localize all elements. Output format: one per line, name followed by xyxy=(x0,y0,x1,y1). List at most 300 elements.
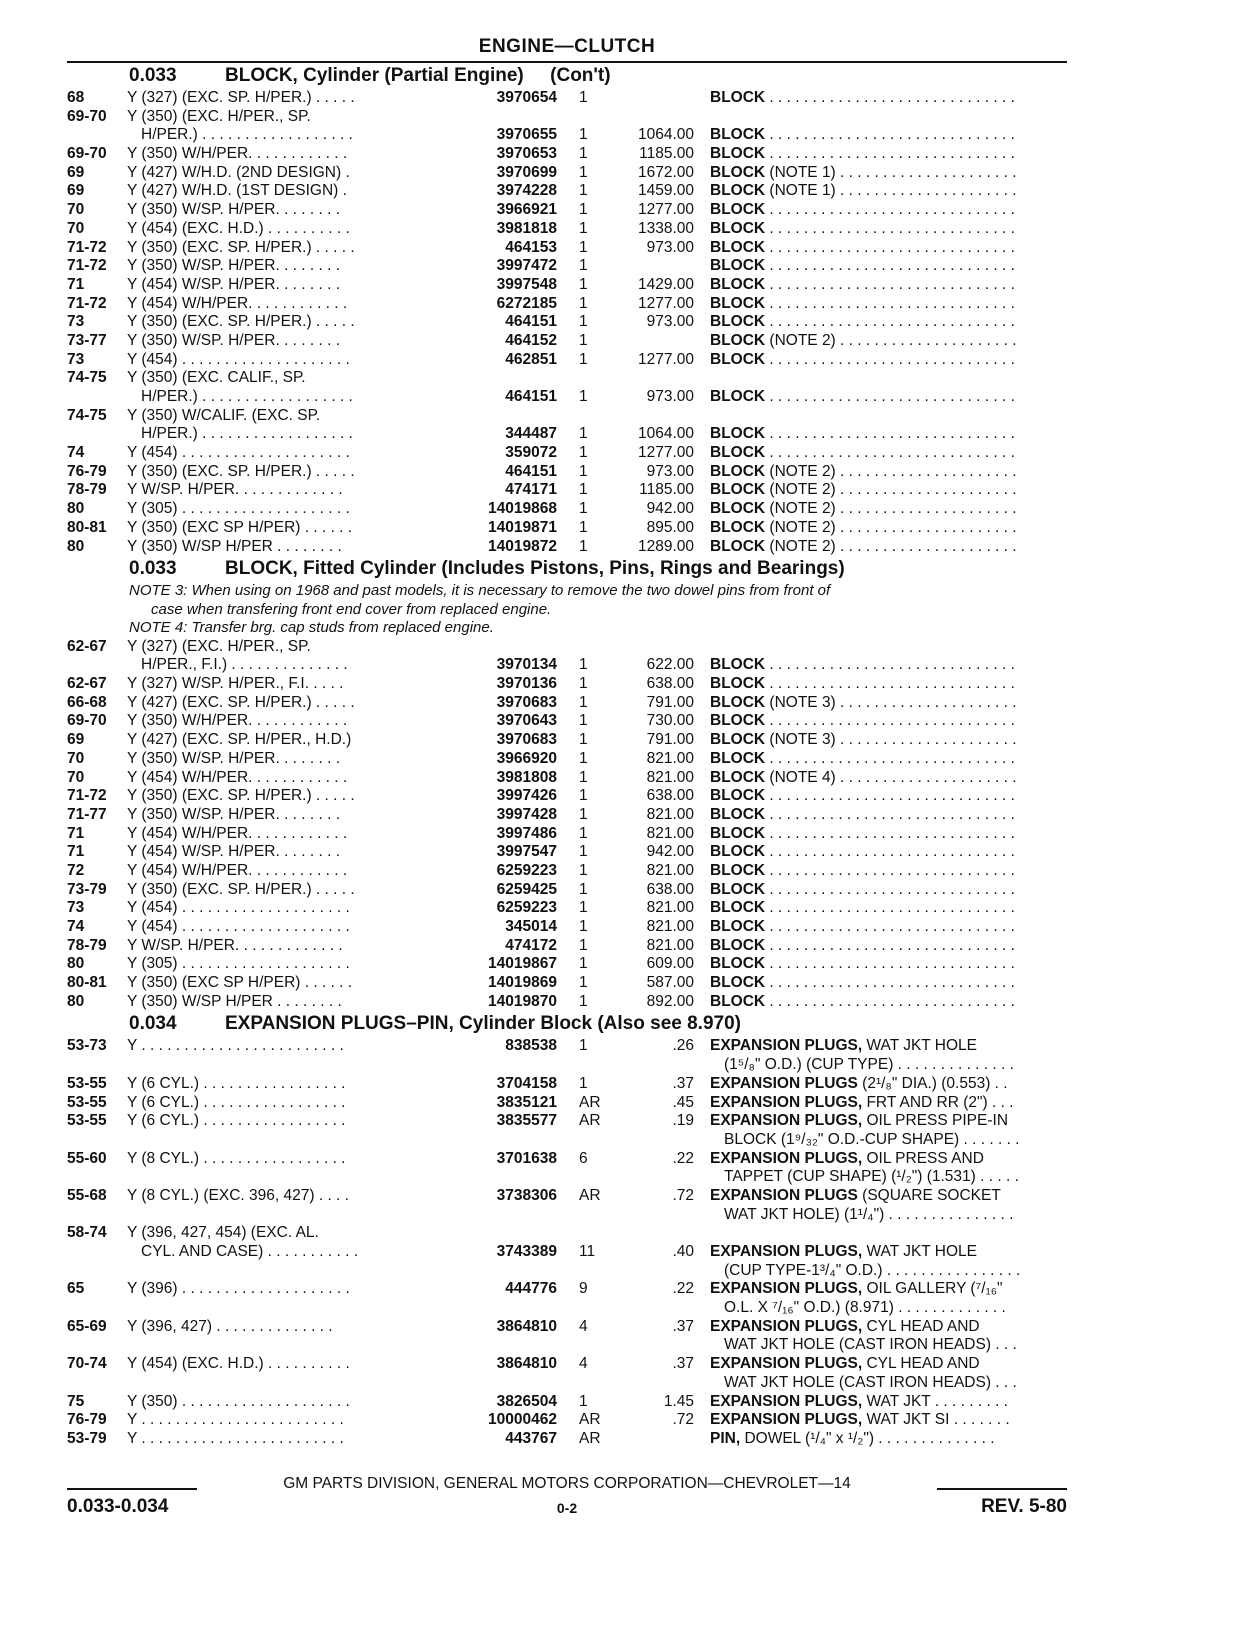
quantity: 1 xyxy=(579,936,588,954)
description xyxy=(710,1056,1082,1075)
price: .26 xyxy=(672,1037,694,1055)
application: Y (454) . . . . . . . . . . . . . . . . . . . . xyxy=(127,444,350,462)
description xyxy=(710,1206,1082,1225)
application: Y (350) W/SP. H/PER. . . . . . . . xyxy=(127,805,341,823)
parts-row xyxy=(67,1411,1067,1430)
description-name: EXPANSION PLUGS, xyxy=(710,1411,863,1429)
description xyxy=(710,656,1068,675)
price: 1064.00 xyxy=(637,126,694,144)
price: 973.00 xyxy=(646,462,694,480)
price: 973.00 xyxy=(646,238,694,256)
application: Y . . . . . . . . . . . . . . . . . . . . . . . . xyxy=(127,1037,344,1055)
parts-row xyxy=(67,332,1067,351)
description-text: (NOTE 4) . . . . . . . . . . . . . . . . . . . . . xyxy=(765,768,1017,786)
part-number: 3997486 xyxy=(496,824,557,842)
parts-row xyxy=(67,1430,1067,1449)
description xyxy=(710,538,1068,557)
parts-row xyxy=(67,899,1067,918)
description-text: WAT JKT HOLE) (1¹/₄") . . . . . . . . . . . . . . . xyxy=(724,1205,1014,1223)
description-text: (NOTE 3) . . . . . . . . . . . . . . . . . . . . . xyxy=(765,731,1017,749)
description-name: BLOCK xyxy=(710,656,766,674)
description-name: EXPANSION PLUGS, xyxy=(710,1317,863,1335)
model-years: 69-70 xyxy=(67,145,107,163)
price: 821.00 xyxy=(646,861,694,879)
application: Y (350) W/H/PER. . . . . . . . . . . . xyxy=(127,145,348,163)
application: H/PER., F.I.) . . . . . . . . . . . . . . xyxy=(141,656,348,674)
parts-row xyxy=(67,164,1067,183)
part-number: 3864810 xyxy=(496,1317,557,1335)
model-years: 66-68 xyxy=(67,693,107,711)
description xyxy=(710,712,1068,731)
price: 942.00 xyxy=(646,843,694,861)
description-text: (CUP TYPE-1³/₄" O.D.) . . . . . . . . . . . . . . . . xyxy=(724,1261,1021,1279)
parts-row xyxy=(67,351,1067,370)
description-text: WAT JKT HOLE xyxy=(862,1037,977,1055)
price: 821.00 xyxy=(646,899,694,917)
application: Y (350) (EXC. SP. H/PER.) . . . . . xyxy=(127,238,355,256)
description xyxy=(710,1374,1082,1393)
description xyxy=(710,1411,1068,1430)
price: .19 xyxy=(672,1112,694,1130)
description-name: PIN, xyxy=(710,1429,741,1447)
application: Y (350) (EXC. H/PER., SP. xyxy=(127,107,311,125)
parts-row xyxy=(67,1393,1067,1412)
parts-row xyxy=(67,731,1067,750)
price: 1277.00 xyxy=(637,444,694,462)
part-number: 3970683 xyxy=(496,731,557,749)
description-text: . . . . . . . . . . . . . . . . . . . . . . . . . . . . . xyxy=(765,936,1015,954)
application: Y (305) . . . . . . . . . . . . . . . . . . . . xyxy=(127,500,350,518)
description xyxy=(710,843,1068,862)
part-number: 3981808 xyxy=(496,768,557,786)
part-number: 3826504 xyxy=(496,1392,557,1410)
quantity: 4 xyxy=(579,1355,588,1373)
description xyxy=(710,1187,1068,1206)
description xyxy=(710,862,1068,881)
quantity: 1 xyxy=(579,201,588,219)
description xyxy=(710,126,1068,145)
part-number: 3835577 xyxy=(496,1112,557,1130)
description-text: (NOTE 1) . . . . . . . . . . . . . . . . . . . . . xyxy=(765,182,1017,200)
description-name: BLOCK xyxy=(710,537,766,555)
model-years: 74 xyxy=(67,444,85,462)
description xyxy=(710,332,1068,351)
quantity: 1 xyxy=(579,749,588,767)
note-line: NOTE 4: Transfer brg. cap studs from replaced engine. xyxy=(129,619,494,637)
quantity: 1 xyxy=(579,145,588,163)
description-name: BLOCK xyxy=(710,238,766,256)
quantity: 1 xyxy=(579,444,588,462)
description xyxy=(710,1393,1068,1412)
description-name: BLOCK xyxy=(710,145,766,163)
part-number: 6259223 xyxy=(496,861,557,879)
parts-row xyxy=(67,201,1067,220)
parts-row xyxy=(67,1224,1067,1243)
description xyxy=(710,675,1068,694)
model-years: 71-72 xyxy=(67,294,107,312)
description-text: . . . . . . . . . . . . . . . . . . . . . . . . . . . . . xyxy=(765,955,1015,973)
quantity: AR xyxy=(579,1112,601,1130)
price: 638.00 xyxy=(646,787,694,805)
model-years: 72 xyxy=(67,861,85,879)
description-text: . . . . . . . . . . . . . . . . . . . . . . . . . . . . . xyxy=(765,787,1015,805)
part-number: 3997472 xyxy=(496,257,557,275)
description-text: WAT JKT HOLE (CAST IRON HEADS) . . . xyxy=(724,1336,1017,1354)
description xyxy=(710,1150,1068,1169)
model-years: 71-72 xyxy=(67,787,107,805)
footer-corporation-text: GM PARTS DIVISION, GENERAL MOTORS CORPORATION—CHEVROLET—14 xyxy=(283,1475,851,1492)
model-years: 70 xyxy=(67,219,85,237)
price: .72 xyxy=(672,1411,694,1429)
section-title: BLOCK, Cylinder (Partial Engine) (Con't) xyxy=(225,65,611,86)
description xyxy=(710,295,1068,314)
parts-row xyxy=(67,1262,1067,1281)
model-years: 70 xyxy=(67,768,85,786)
description-text: . . . . . . . . . . . . . . . . . . . . . . . . . . . . . xyxy=(765,974,1015,992)
price: .22 xyxy=(672,1280,694,1298)
description-text: . . . . . . . . . . . . . . . . . . . . . . . . . . . . . xyxy=(765,219,1015,237)
description-name: BLOCK xyxy=(710,257,766,275)
part-number: 3864810 xyxy=(496,1355,557,1373)
model-years: 65 xyxy=(67,1280,85,1298)
quantity: 1 xyxy=(579,238,588,256)
description xyxy=(710,164,1068,183)
quantity: 1 xyxy=(579,126,588,144)
part-number: 3970134 xyxy=(496,656,557,674)
description xyxy=(710,750,1068,769)
description-text: . . . . . . . . . . . . . . . . . . . . . . . . . . . . . xyxy=(765,918,1015,935)
price: 821.00 xyxy=(646,768,694,786)
quantity: AR xyxy=(579,1411,601,1429)
section-heading xyxy=(67,1011,1067,1037)
description-text: . . . . . . . . . . . . . . . . . . . . . . . . . . . . . xyxy=(765,350,1015,368)
application: Y (350) W/SP. H/PER. . . . . . . . xyxy=(127,331,341,349)
parts-row xyxy=(67,239,1067,258)
part-number: 3970136 xyxy=(496,675,557,693)
parts-row xyxy=(67,276,1067,295)
parts-row xyxy=(67,1131,1067,1150)
description xyxy=(710,918,1068,937)
model-years: 78-79 xyxy=(67,481,107,499)
description xyxy=(710,694,1068,713)
application: Y (8 CYL.) . . . . . . . . . . . . . . . . . xyxy=(127,1149,346,1167)
description xyxy=(710,519,1068,538)
part-number: 3997428 xyxy=(496,805,557,823)
model-years: 69-70 xyxy=(67,712,107,730)
description xyxy=(710,1243,1068,1262)
parts-row xyxy=(67,1150,1067,1169)
description xyxy=(710,1131,1082,1150)
description-text: (NOTE 3) . . . . . . . . . . . . . . . . . . . . . xyxy=(765,693,1017,711)
description xyxy=(710,1075,1068,1094)
application: Y (396) . . . . . . . . . . . . . . . . . . . . xyxy=(127,1280,350,1298)
part-number: 14019871 xyxy=(488,518,557,536)
description xyxy=(710,388,1068,407)
parts-row xyxy=(67,145,1067,164)
description-name: BLOCK xyxy=(710,936,766,954)
parts-row xyxy=(67,1299,1067,1318)
model-years: 53-55 xyxy=(67,1112,107,1130)
description xyxy=(710,937,1068,956)
description-text: . . . . . . . . . . . . . . . . . . . . . . . . . . . . . xyxy=(765,388,1015,405)
application: Y (8 CYL.) (EXC. 396, 427) . . . . xyxy=(127,1186,349,1204)
model-years: 53-79 xyxy=(67,1429,107,1447)
price: 973.00 xyxy=(646,313,694,331)
description-text: . . . . . . . . . . . . . . . . . . . . . . . . . . . . . xyxy=(765,712,1015,730)
description-name: BLOCK xyxy=(710,518,766,536)
description xyxy=(710,257,1068,276)
model-years: 73 xyxy=(67,899,85,917)
description-text: (2¹/₈" DIA.) (0.553) . . xyxy=(857,1074,1008,1092)
part-number: 3997548 xyxy=(496,275,557,293)
description-name: EXPANSION PLUGS, xyxy=(710,1280,863,1298)
description-name: BLOCK xyxy=(710,787,766,805)
description-text: . . . . . . . . . . . . . . . . . . . . . . . . . . . . . xyxy=(765,89,1015,106)
model-years: 68 xyxy=(67,89,85,106)
parts-row xyxy=(67,806,1067,825)
application: Y (327) (EXC. H/PER., SP. xyxy=(127,637,311,655)
quantity: 1 xyxy=(579,163,588,181)
description xyxy=(710,481,1068,500)
description xyxy=(710,1094,1068,1113)
application: Y (427) W/H.D. (2ND DESIGN) . xyxy=(127,163,350,181)
description-name: BLOCK xyxy=(710,126,766,144)
part-number: 14019872 xyxy=(488,537,557,555)
part-number: 6272185 xyxy=(496,294,557,312)
description-text: (NOTE 2) . . . . . . . . . . . . . . . . . . . . . xyxy=(765,462,1017,480)
part-number: 3981818 xyxy=(496,219,557,237)
application: Y (350) (EXC. CALIF., SP. xyxy=(127,369,306,387)
quantity: 1 xyxy=(579,974,588,992)
description-name: BLOCK xyxy=(710,805,766,823)
parts-row xyxy=(67,1075,1067,1094)
price: 821.00 xyxy=(646,749,694,767)
parts-row xyxy=(67,108,1067,127)
model-years: 70-74 xyxy=(67,1355,107,1373)
description xyxy=(710,239,1068,258)
quantity: 1 xyxy=(579,481,588,499)
model-years: 73 xyxy=(67,350,85,368)
application: Y (6 CYL.) . . . . . . . . . . . . . . . . . xyxy=(127,1112,346,1130)
description-name: BLOCK xyxy=(710,425,766,443)
description-name: BLOCK xyxy=(710,675,766,693)
description-text: . . . . . . . . . . . . . . . . . . . . . . . . . . . . . xyxy=(765,656,1015,674)
description xyxy=(710,899,1068,918)
quantity: 9 xyxy=(579,1280,588,1298)
application: Y (427) (EXC. SP. H/PER., H.D.) xyxy=(127,731,352,749)
description xyxy=(710,89,1068,108)
part-number: 3966920 xyxy=(496,749,557,767)
parts-row xyxy=(67,993,1067,1012)
description-name: BLOCK xyxy=(710,331,766,349)
parts-row xyxy=(67,656,1067,675)
parts-row xyxy=(67,1056,1067,1075)
price: 1064.00 xyxy=(637,425,694,443)
description-text: . . . . . . . . . . . . . . . . . . . . . . . . . . . . . xyxy=(765,824,1015,842)
section-number: 0.034 xyxy=(129,1013,177,1035)
price: 622.00 xyxy=(646,656,694,674)
model-years: 80-81 xyxy=(67,518,107,536)
model-years: 73 xyxy=(67,313,85,331)
application: Y W/SP. H/PER. . . . . . . . . . . . . xyxy=(127,936,343,954)
page-footer xyxy=(67,1474,1067,1522)
parts-row xyxy=(67,1206,1067,1225)
description-text: . . . . . . . . . . . . . . . . . . . . . . . . . . . . . xyxy=(765,145,1015,163)
model-years: 65-69 xyxy=(67,1317,107,1335)
description-name: BLOCK xyxy=(710,712,766,730)
part-number: 838538 xyxy=(505,1037,557,1055)
note-line: case when transfering front end cover from replaced engine. xyxy=(151,600,552,618)
description-text: CYL HEAD AND xyxy=(862,1355,980,1373)
application: Y (427) W/H.D. (1ST DESIGN) . xyxy=(127,182,347,200)
part-number: 474171 xyxy=(505,481,557,499)
part-number: 3701638 xyxy=(496,1149,557,1167)
description-text: . . . . . . . . . . . . . . . . . . . . . . . . . . . . . xyxy=(765,238,1015,256)
description-text: . . . . . . . . . . . . . . . . . . . . . . . . . . . . . xyxy=(765,201,1015,219)
parts-row xyxy=(67,1168,1067,1187)
price: 895.00 xyxy=(646,518,694,536)
parts-row xyxy=(67,538,1067,557)
description xyxy=(710,1318,1068,1337)
page-header-title: ENGINE—CLUTCH xyxy=(478,36,656,57)
application: Y (327) W/SP. H/PER., F.I. . . . . xyxy=(127,675,344,693)
description-name: BLOCK xyxy=(710,974,766,992)
application: H/PER.) . . . . . . . . . . . . . . . . . . xyxy=(141,425,353,443)
quantity: AR xyxy=(579,1186,601,1204)
description-name: EXPANSION PLUGS, xyxy=(710,1093,863,1111)
part-number: 3970655 xyxy=(496,126,557,144)
model-years: 70 xyxy=(67,201,85,219)
application: Y (427) (EXC. SP. H/PER.) . . . . . xyxy=(127,693,355,711)
description xyxy=(710,1262,1082,1281)
quantity: 1 xyxy=(579,824,588,842)
model-years: 55-60 xyxy=(67,1149,107,1167)
quantity: 1 xyxy=(579,693,588,711)
description xyxy=(710,993,1068,1012)
description-text: . . . . . . . . . . . . . . . . . . . . . . . . . . . . . xyxy=(765,675,1015,693)
price: 1277.00 xyxy=(637,294,694,312)
application: Y (350) (EXC. SP. H/PER.) . . . . . xyxy=(127,462,355,480)
model-years: 69 xyxy=(67,163,85,181)
description xyxy=(710,425,1068,444)
quantity: 1 xyxy=(579,955,588,973)
description-text: O.L. X ⁷/₁₆" O.D.) (8.971) . . . . . . . . . . . . . xyxy=(724,1299,1006,1317)
quantity: 6 xyxy=(579,1149,588,1167)
section-heading xyxy=(67,556,1067,582)
part-number: 3974228 xyxy=(496,182,557,200)
description-name: EXPANSION PLUGS xyxy=(710,1186,858,1204)
parts-row xyxy=(67,220,1067,239)
quantity: 1 xyxy=(579,89,588,106)
model-years: 80 xyxy=(67,992,85,1010)
model-years: 55-68 xyxy=(67,1186,107,1204)
model-years: 62-67 xyxy=(67,675,107,693)
description-text: BLOCK (1⁹/₃₂" O.D.-CUP SHAPE) . . . . . . . xyxy=(724,1130,1020,1148)
description xyxy=(710,1168,1082,1187)
part-number: 14019870 xyxy=(488,992,557,1010)
description-name: BLOCK xyxy=(710,768,766,786)
application: Y (6 CYL.) . . . . . . . . . . . . . . . . . xyxy=(127,1093,346,1111)
parts-row xyxy=(67,974,1067,993)
part-number: 3743389 xyxy=(496,1243,557,1260)
parts-row xyxy=(67,481,1067,500)
description xyxy=(710,220,1068,239)
part-number: 14019868 xyxy=(488,500,557,518)
footer-rule-right xyxy=(937,1488,1067,1490)
price: 821.00 xyxy=(646,918,694,935)
price: 821.00 xyxy=(646,805,694,823)
application: Y (350) (EXC SP H/PER) . . . . . . xyxy=(127,974,353,992)
footer-rule-left xyxy=(67,1488,197,1490)
part-number: 359072 xyxy=(505,444,557,462)
part-number: 6259223 xyxy=(496,899,557,917)
model-years: 76-79 xyxy=(67,462,107,480)
price: 791.00 xyxy=(646,693,694,711)
part-number: 474172 xyxy=(505,936,557,954)
quantity: 1 xyxy=(579,537,588,555)
quantity: 1 xyxy=(579,918,588,935)
quantity: 1 xyxy=(579,500,588,518)
price: 1185.00 xyxy=(639,481,694,499)
parts-row xyxy=(67,1037,1067,1056)
application: Y (454) . . . . . . . . . . . . . . . . . . . . xyxy=(127,899,350,917)
description-text: . . . . . . . . . . . . . . . . . . . . . . . . . . . . . xyxy=(765,992,1015,1010)
description-text: (NOTE 2) . . . . . . . . . . . . . . . . . . . . . xyxy=(765,331,1017,349)
description xyxy=(710,351,1068,370)
description xyxy=(710,955,1068,974)
description-name: EXPANSION PLUGS xyxy=(710,1074,858,1092)
description-text: FRT AND RR (2") . . . xyxy=(862,1093,1014,1111)
description-name: EXPANSION PLUGS, xyxy=(710,1112,863,1130)
parts-row xyxy=(67,694,1067,713)
description-name: EXPANSION PLUGS, xyxy=(710,1243,863,1260)
application: CYL. AND CASE) . . . . . . . . . . . xyxy=(141,1243,359,1260)
price: 892.00 xyxy=(646,992,694,1010)
part-number: 3966921 xyxy=(496,201,557,219)
parts-row xyxy=(67,862,1067,881)
description-text: (NOTE 2) . . . . . . . . . . . . . . . . . . . . . xyxy=(765,518,1017,536)
part-number: 6259425 xyxy=(496,880,557,898)
description-name: BLOCK xyxy=(710,462,766,480)
description xyxy=(710,463,1068,482)
parts-row xyxy=(67,444,1067,463)
description xyxy=(710,145,1068,164)
part-number: 10000462 xyxy=(488,1411,557,1429)
description-text: . . . . . . . . . . . . . . . . . . . . . . . . . . . . . xyxy=(765,313,1015,331)
description xyxy=(710,881,1068,900)
price: 638.00 xyxy=(646,880,694,898)
quantity: 1 xyxy=(579,1074,588,1092)
model-years: 71 xyxy=(67,824,85,842)
description xyxy=(710,1112,1068,1131)
application: Y (454) W/SP. H/PER. . . . . . . . xyxy=(127,843,341,861)
description-name: BLOCK xyxy=(710,899,766,917)
section-heading xyxy=(67,63,1067,89)
parts-row xyxy=(67,937,1067,956)
parts-row xyxy=(67,918,1067,937)
parts-row xyxy=(67,955,1067,974)
quantity: 1 xyxy=(579,257,588,275)
quantity: 1 xyxy=(579,880,588,898)
quantity: 1 xyxy=(579,388,588,405)
model-years: 53-55 xyxy=(67,1093,107,1111)
parts-row xyxy=(67,1355,1067,1374)
application: Y (454) (EXC. H.D.) . . . . . . . . . . xyxy=(127,219,350,237)
parts-row xyxy=(67,425,1067,444)
description-name: BLOCK xyxy=(710,275,766,293)
model-years: 80-81 xyxy=(67,974,107,992)
description-text: DOWEL (¹/₄" x ¹/₂") . . . . . . . . . . . . . . xyxy=(740,1429,995,1447)
